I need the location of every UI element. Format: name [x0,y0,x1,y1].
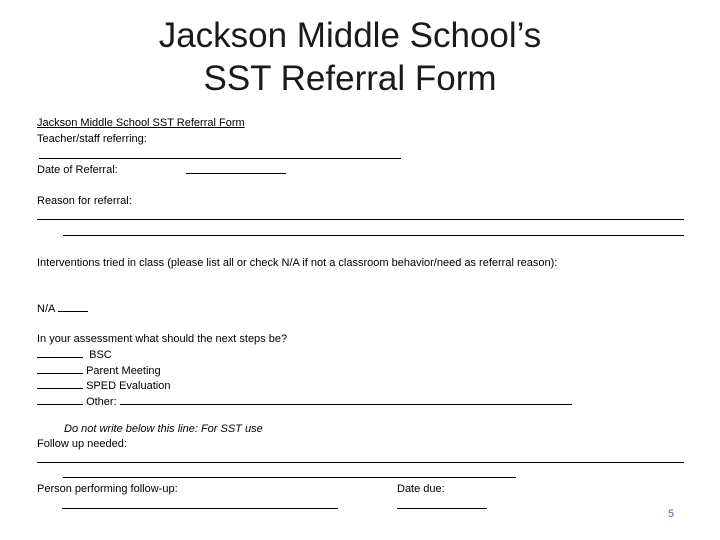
na-checkbox-line[interactable] [58,301,88,312]
na-label: N/A [37,303,55,315]
option-sped-evaluation-label: SPED Evaluation [86,380,171,392]
reason-field-line-1[interactable] [37,209,684,220]
option-other-field[interactable] [120,394,572,405]
option-parent-meeting-line[interactable] [37,363,83,374]
date-due-label: Date due: [397,483,445,495]
teacher-label: Teacher/staff referring: [37,133,147,145]
teacher-field[interactable] [39,148,401,159]
sst-use-note: Do not write below this line: For SST use [64,423,263,435]
title-line-2: SST Referral Form [203,59,497,98]
option-parent-meeting [37,363,161,378]
person-label: Person performing follow-up: [37,483,178,495]
next-steps-question: In your assessment what should the next steps be? [37,333,288,345]
option-other [37,394,572,409]
interventions-label: Interventions tried in class (please list all or check N/A if not a classroom behavior/need as referral reason): [37,257,558,269]
date-label: Date of Referral: [37,164,118,176]
option-other-label: Other: [86,396,117,408]
follow-up-label: Follow up needed: [37,438,127,450]
form-heading: Jackson Middle School SST Referral Form [37,117,245,129]
page-number: 5 [668,508,675,520]
reason-field-line-2[interactable] [63,225,684,236]
reason-label: Reason for referral: [37,195,132,207]
option-parent-meeting-label: Parent Meeting [86,365,161,377]
option-other-line[interactable] [37,394,83,405]
date-field[interactable] [186,163,286,174]
slide-title [0,14,700,100]
person-field[interactable] [62,498,338,509]
option-sped-evaluation [37,378,170,393]
follow-up-field-line-2[interactable] [63,467,516,478]
option-bsc-label: BSC [89,349,112,361]
option-bsc-line[interactable] [37,347,83,358]
follow-up-field-line-1[interactable] [37,452,684,463]
option-bsc [37,347,112,362]
title-line-1: Jackson Middle School’s [158,16,542,55]
date-due-field[interactable] [397,498,487,509]
option-sped-evaluation-line[interactable] [37,378,83,389]
